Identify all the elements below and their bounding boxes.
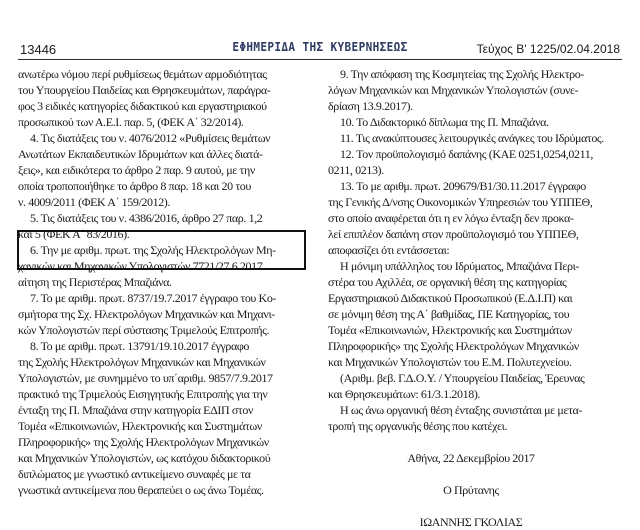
right-column-line: Εργαστηριακού Διδακτικού Προσωπικού (Ε.Δ.Ι.Π) και — [328, 291, 573, 305]
right-column — [328, 66, 614, 530]
gazette-title: ΕΦΗΜΕΡΙΔΑ ΤΗΣ ΚΥΒΕΡΝΗΣΕΩΣ — [232, 40, 408, 54]
right-column-line — [328, 466, 614, 482]
right-column-line: σε μόνιμη θέση της Α΄ βαθμίδας, ΠΕ Κατηγορίας, του — [328, 307, 570, 321]
left-column-line: Ανωτάτων Εκπαιδευτικών Ιδρυμάτων και άλλες διατά- — [18, 147, 263, 161]
right-column-line: της Γενικής Δ/νσης Οικονομικών Υπηρεσιών του ΥΠΠΕΘ, — [328, 195, 593, 209]
left-column-line: αίτηση της Περιστέρας Μπαζιάνα. — [18, 275, 172, 289]
right-column-line: 9. Την απόφαση της Κοσμητείας της Σχολής Ηλεκτρο- — [340, 67, 584, 81]
left-column-line: προσωπικού των Α.Ε.Ι. παρ. 5, (ΦΕΚ Α΄ 32/2014). — [18, 115, 244, 129]
right-column-line: λόγων Μηχανικών και Μηχανικών Υπολογιστών (συνε- — [328, 83, 579, 97]
right-column-line: (Αριθμ. βεβ. Γ.Δ.Ο.Υ. / Υπουργείου Παιδείας, Έρευνας — [340, 371, 585, 385]
left-column-line: του Υπουργείου Παιδείας και Θρησκευμάτων, παράγρα- — [18, 83, 271, 97]
left-column — [18, 66, 306, 498]
right-column-line: δρίαση 13.9.2017). — [328, 99, 413, 113]
issue-reference: Τεύχος Β' 1225/02.04.2018 — [476, 42, 620, 56]
left-column-line: Υπολογιστών, με συνημμένο το υπ΄αριθμ. 9857/7.9.2017 — [18, 371, 273, 385]
right-column-line: ΙΩΑΝΝΗΣ ΓΚΟΛΙΑΣ — [419, 515, 523, 529]
left-column-line: Πληροφορικής» της Σχολής Ηλεκτρολόγων Μηχανικών — [18, 435, 269, 449]
right-column-line: 11. Τις ανακύπτουσες λειτουργικές ανάγκες του Ιδρύματος. — [340, 131, 604, 145]
right-column-line — [328, 434, 614, 450]
left-column-line: 6. Την με αριθμ. πρωτ. της Σχολής Ηλεκτρολόγων Μη- — [30, 243, 276, 257]
left-column-line: Τομέα «Επικοινωνιών, Ηλεκτρονικής και Συστημάτων — [18, 419, 262, 433]
left-column-line: και Μηχανικών Υπολογιστών, ως κατόχου διδακτορικού — [18, 451, 271, 465]
right-column-line: Η μόνιμη υπάλληλος του Ιδρύματος, Μπαζιάνα Περι- — [340, 259, 579, 273]
right-column-line: και Θρησκευμάτων: 61/3.1.2018). — [328, 387, 481, 401]
right-column-line: 10. Το Διδακτορικό δίπλωμα της Π. Μπαζιάνα. — [340, 115, 549, 129]
right-column-line: 13. Το με αριθμ. πρωτ. 209679/Β1/30.11.2017 έγγραφο — [340, 179, 586, 193]
right-column-line: στέρα του Αχιλλέα, σε οργανική θέση της κατηγορίας — [328, 275, 567, 289]
right-column-line: Πληροφορικής» της Σχολής Ηλεκτρολόγων Μηχανικών — [328, 339, 579, 353]
left-column-line: σμήτορα της Σχ. Ηλεκτρολόγων Μηχανικών και Μηχανι- — [18, 307, 275, 321]
right-column-line: 12. Τον προϋπολογισμό δαπάνης (ΚΑΕ 0251,0254,0211, — [340, 147, 593, 161]
left-column-line: 7. Το με αριθμ. πρωτ. 8737/19.7.2017 έγγραφο του Κο- — [30, 291, 277, 305]
left-column-line: ένταξη της Π. Μπαζιάνα στην κατηγορία ΕΔΙΠ στον — [18, 403, 253, 417]
left-column-line: διπλώματος με γνωστικό αντικείμενο συναφές με τα — [18, 467, 251, 481]
left-column-line: γνωστικά αντικείμενα που θεραπεύει ο ως άνω Τομέας. — [18, 483, 264, 497]
left-column-line: της Σχολής Ηλεκτρολόγων Μηχανικών και Μηχανικών — [18, 355, 266, 369]
left-column-line: ν. 4009/2011 (ΦΕΚ Α΄ 159/2012). — [18, 195, 171, 209]
right-column-line: λεί επιπλέον δαπάνη στον προϋπολογισμό του ΥΠΠΕΘ, — [328, 227, 579, 241]
right-column-line — [328, 498, 614, 514]
left-column-line: ξεις», και ειδικότερα το άρθρο 2 παρ. 9 αυτού, με την — [18, 163, 255, 177]
left-column-line: κών Υπολογιστών περί σύστασης Τριμελούς Επιτροπής. — [18, 323, 270, 337]
left-column-line: ανωτέρω νόμου περί ρυθμίσεως θεμάτων αρμοδιότητας — [18, 67, 267, 81]
right-column-line: 0211, 0213). — [328, 163, 384, 177]
right-column-line: αποφασίζει ότι εντάσσεται: — [328, 243, 450, 257]
left-column-line: 8. Το με αριθμ. πρωτ. 13791/19.10.2017 έγγραφο — [30, 339, 249, 353]
left-column-line: χανικών και Μηχανικών Υπολογιστών 7721/27.6.2017 — [18, 259, 263, 273]
left-column-line: φος 3 ειδικές κατηγορίες διδακτικού και εργαστηριακού — [18, 99, 267, 113]
left-column-line: πρακτικό της Τριμελούς Εισηγητικής Επιτροπής για την — [18, 387, 268, 401]
right-column-line: στο οποίο αναφέρεται ότι η εν λόγω ένταξη δεν προκα- — [328, 211, 574, 225]
page-header — [18, 34, 622, 60]
left-column-line: οποία τροποποιήθηκε το άρθρο 8 παρ. 18 και 20 του — [18, 179, 251, 193]
right-column-line: Αθήνα, 22 Δεκεμβρίου 2017 — [407, 451, 535, 465]
page-number: 13446 — [20, 42, 57, 57]
right-column-line: Η ως άνω οργανική θέση ένταξης συνιστάται με μετα- — [340, 403, 582, 417]
right-column-line: τροπή της οργανικής θέσης που κατέχει. — [328, 419, 508, 433]
right-column-line: Τομέα «Επικοινωνιών, Ηλεκτρονικής και Συστημάτων — [328, 323, 572, 337]
left-column-line: 4. Τις διατάξεις του ν. 4076/2012 «Ρυθμίσεις θεμάτων — [30, 131, 271, 145]
left-column-line: και 5 (ΦΕΚ Α΄ 83/2016). — [18, 227, 130, 241]
right-column-line: και Μηχανικών Υπολογιστών του Ε.Μ. Πολυτεχνείου. — [328, 355, 572, 369]
right-column-line: Ο Πρύτανης — [443, 483, 499, 497]
left-column-line: 5. Τις διατάξεις του ν. 4386/2016, άρθρο 27 παρ. 1,2 — [30, 211, 263, 225]
